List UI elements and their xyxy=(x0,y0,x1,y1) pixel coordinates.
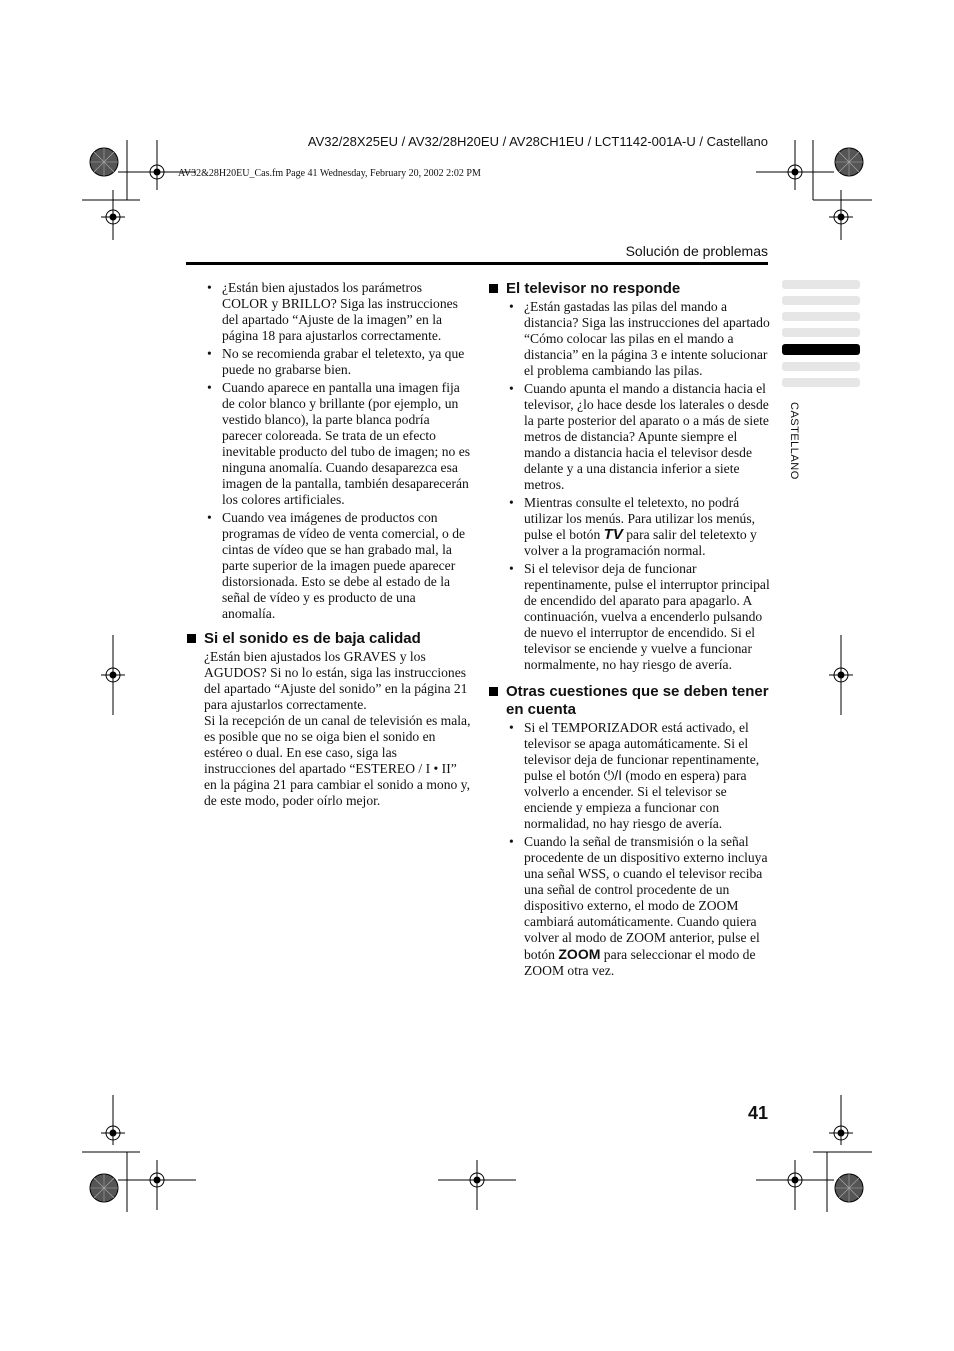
zoom-button-label: ZOOM xyxy=(558,946,601,962)
side-language-label: CASTELLANO xyxy=(788,402,800,480)
list-item: • ¿Están gastadas las pilas del mando a distancia? Siga las instrucciones del apartado “Cómo colocar las pilas en el mando a distancia” en la página 3 e intente solucionar el problema cambiando las pilas. xyxy=(488,299,770,379)
bullet-text: (modo en espera) para volverlo a encender. Si el televisor se enciende y empieza a funcionar con normalidad, no hay riesgo de avería. xyxy=(524,768,747,831)
section-title: Solución de problemas xyxy=(625,243,768,259)
bullet-text: para salir del teletexto y volver a la programación normal. xyxy=(524,527,757,558)
heading-sound-quality: Si el sonido es de baja calidad xyxy=(186,630,471,648)
list-item: • Cuando vea imágenes de productos con programas de vídeo de venta comercial, o de cintas de vídeo que se han grabado mal, la parte superior de la imagen puede aparecer distorsionada. Esto se debe al estado de la señal de vídeo y es producto de una anomalía. xyxy=(186,510,471,622)
list-item: • Si el televisor deja de funcionar repentinamente, pulse el interruptor principal de encendido del aparato para apagarlo. A continuación, vuelva a encenderlo pulsando de nuevo el interruptor de encendido. Si el televisor se enciende y vuelve a funcionar normalmente, no hay riesgo de avería. xyxy=(488,561,770,673)
bullet-text: Si el TEMPORIZADOR está activado, el televisor se apaga automáticamente. Si el televisor deja de funcionar repentinamente, pulse el botón xyxy=(524,720,760,783)
page-number: 41 xyxy=(747,1103,768,1123)
heading-other-issues: Otras cuestiones que se deben tener en cuenta xyxy=(488,683,770,719)
bullet-text: para seleccionar el modo de ZOOM otra vez. xyxy=(524,947,756,978)
bullet-text: Mientras consulte el teletexto, no podrá utilizar los menús. Para utilizar los menús, pulse el botón xyxy=(524,495,756,542)
list-item: • ¿Están bien ajustados los parámetros COLOR y BRILLO? Siga las instrucciones del apartado “Ajuste de la imagen” en la página 18 para ajustarlos correctamente. xyxy=(186,280,471,344)
list-item: • No se recomienda grabar el teletexto, ya que puede no grabarse bien. xyxy=(186,346,471,378)
standby-button-label: ⏻/I xyxy=(603,768,622,783)
sound-paragraph-1: ¿Están bien ajustados los GRAVES y los AGUDOS? Si no lo están, siga las instrucciones del apartado “Ajuste del sonido” en la página 21 para ajustarlos correctamente. xyxy=(204,649,468,712)
file-info-line: AV32&28H20EU_Cas.fm Page 41 Wednesday, February 20, 2002 2:02 PM xyxy=(178,168,481,179)
list-item: • Cuando aparece en pantalla una imagen fija de color blanco y brillante (por ejemplo, un vestido blanco), la parte blanca podría parecer coloreada. Se trata de un efecto inevitable producto del tubo de imagen; no es ninguna anomalía. Cuando desaparezca esa imagen de la pantalla, también desaparecerán los colores artificiales. xyxy=(186,380,471,508)
tv-button-label: TV xyxy=(603,526,623,543)
bullet-text: Cuando la señal de transmisión o la señal procedente de un dispositivo externo incluya una señal WSS, o cuando el televisor reciba una señal de control procedente de un dispositivo externo, el modo de ZOOM cambiará automáticamente. Cuando quiera volver al modo de ZOOM anterior, pulse el botón xyxy=(524,834,768,962)
list-item: • Cuando apunta el mando a distancia hacia el televisor, ¿lo hace desde los laterales o desde la parte posterior del aparato o a más de siete metros de distancia? Apunte siempre el mando a distancia hacia el televisor desde delante y a una distancia inferior a siete metros. xyxy=(488,381,770,493)
heading-tv-not-responding: El televisor no responde xyxy=(488,280,770,298)
sound-paragraph-2: Si la recepción de un canal de televisión es mala, es posible que no se oiga bien el sonido en estéreo o dual. En ese caso, siga las instrucciones del apartado “ESTEREO / I • II” en la página 21 para cambiar el sonido a mono y, de este modo, poder oírlo mejor. xyxy=(204,713,471,808)
document-model-codes: AV32/28X25EU / AV32/28H20EU / AV28CH1EU / LCT1142-001A-U / Castellano xyxy=(307,134,768,149)
